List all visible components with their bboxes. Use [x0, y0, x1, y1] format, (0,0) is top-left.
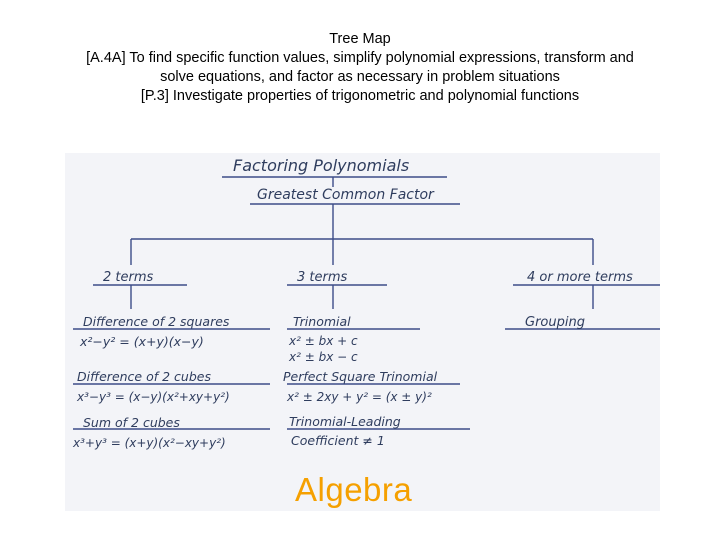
item-title-perfect-square-trinomial: Perfect Square Trinomial: [283, 369, 438, 384]
item-title-trinomial-leading: Trinomial-Leading: [289, 414, 401, 429]
item-formula-difference-of-squares: x²−y² = (x+y)(x−y): [80, 334, 204, 349]
item-formula-trinomial-2: x² ± bx − c: [289, 350, 358, 364]
item-subtitle-leading-coefficient: Coefficient ≠ 1: [291, 433, 385, 448]
item-title-trinomial: Trinomial: [293, 314, 351, 329]
item-title-difference-of-squares: Difference of 2 squares: [83, 314, 230, 329]
tree-map-drawing: [65, 153, 660, 511]
item-formula-difference-of-cubes: x³−y³ = (x−y)(x²+xy+y²): [77, 390, 230, 404]
gcf-label: Greatest Common Factor: [257, 187, 434, 203]
algebra-caption: Algebra: [295, 471, 413, 508]
branch-label-4-terms: 4 or more terms: [527, 270, 633, 285]
item-title-grouping: Grouping: [525, 315, 585, 330]
objective-line-1: [A.4A] To find specific function values, simplify polynomial expressions, transform and: [86, 50, 634, 66]
branch-label-3-terms: 3 terms: [297, 270, 348, 285]
branch-label-2-terms: 2 terms: [103, 270, 154, 285]
item-formula-sum-of-cubes: x³+y³ = (x+y)(x²−xy+y²): [73, 436, 226, 450]
slide-title: Tree Map: [329, 31, 391, 47]
root-label: Factoring Polynomials: [233, 156, 410, 175]
item-title-difference-of-cubes: Difference of 2 cubes: [77, 369, 211, 384]
objective-line-2: solve equations, and factor as necessary in problem situations: [160, 69, 560, 85]
slide-heading: [30, 30, 690, 106]
item-title-sum-of-cubes: Sum of 2 cubes: [83, 415, 180, 430]
objective-line-3: [P.3] Investigate properties of trigonometric and polynomial functions: [140, 88, 580, 104]
item-formula-trinomial-1: x² ± bx + c: [289, 334, 358, 348]
item-formula-perfect-square-trinomial: x² ± 2xy + y² = (x ± y)²: [287, 390, 432, 404]
tree-map-photo: [65, 153, 660, 511]
